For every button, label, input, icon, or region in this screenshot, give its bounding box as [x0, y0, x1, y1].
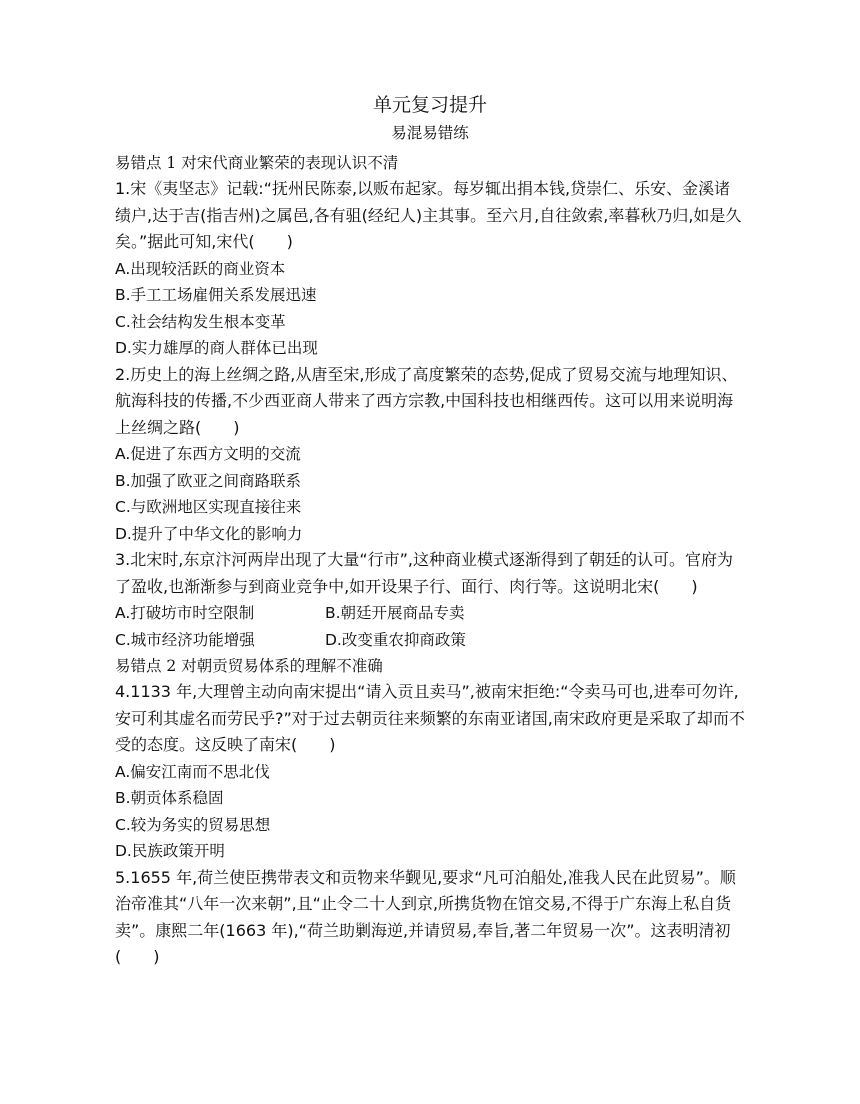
option-c: C.社会结构发生根本变革 — [115, 312, 286, 331]
option-d: D.提升了中华文化的影响力 — [115, 524, 303, 543]
option-b: B.朝廷开展商品专卖 — [325, 604, 465, 622]
option-d: D.民族政策开明 — [115, 842, 225, 860]
question-block — [115, 679, 745, 865]
option-d: D.实力雄厚的商人群体已出现 — [115, 339, 318, 357]
option-c: C.较为务实的贸易思想 — [115, 815, 271, 834]
section-heading: 易错点 2 对朝贡贸易体系的理解不准确 — [115, 657, 383, 675]
option-a: A.促进了东西方文明的交流 — [115, 445, 301, 463]
option-b: B.加强了欧亚之间商路联系 — [115, 471, 302, 490]
option-c: C.与欧洲地区实现直接往来 — [115, 498, 302, 516]
option-a: A.打破坊市时空限制 — [115, 604, 255, 622]
question-stem: 2.历史上的海上丝绸之路,从唐至宋,形成了高度繁荣的态势,促成了贸易交流与地理知识、航海科技的传播,不少西亚商人带来了西方宗教,中国科技也相继西传。这可以用来说明海上丝绸之路( ) — [115, 364, 738, 437]
page-subtitle: 易混易错练 — [391, 124, 469, 142]
question-stem: 1.宋《夷坚志》记载:“抚州民陈泰,以贩布起家。每岁辄出捐本钱,贷崇仁、乐安、金溪诸绩户,达于吉(指吉州)之属邑,各有驵(经纪人)主其事。至六月,自往敛索,率暮秋乃归,如是久矣。”据此可知,宋代( ) — [115, 179, 742, 251]
option-row — [115, 600, 745, 627]
page-title: 单元复习提升 — [372, 94, 487, 116]
option-a: A.出现较活跃的商业资本 — [115, 259, 286, 278]
section-heading: 易错点 1 对宋代商业繁荣的表现认识不清 — [115, 154, 399, 172]
option-d: D.改变重农抑商政策 — [325, 630, 466, 649]
option-b: B.手工工场雇佣关系发展迅速 — [115, 286, 317, 304]
question-stem: 3.北宋时,东京汴河两岸出现了大量“行市”,这种商业模式逐渐得到了朝廷的认可。官府为了盈收,也渐渐参与到商业竞争中,如开设果子行、面行、肉行等。这说明北宋( ) — [115, 550, 734, 596]
question-block — [115, 176, 745, 362]
option-c: C.城市经济功能增强 — [115, 630, 255, 649]
option-row — [115, 627, 745, 654]
question-block — [115, 865, 745, 971]
option-b: B.朝贡体系稳固 — [115, 789, 224, 807]
question-block — [115, 362, 745, 548]
question-stem: 4.1133 年,大理曾主动向南宋提出“请入贡且卖马”,被南宋拒绝:“令卖马可也,进奉可勿许,安可利其虚名而劳民乎?”对于过去朝贡往来频繁的东南亚诸国,南宋政府更是采取了却而不受的态度。这反映了南宋( ) — [115, 682, 745, 754]
option-a: A.偏安江南而不思北伐 — [115, 762, 270, 781]
question-stem: 5.1655 年,荷兰使臣携带表文和贡物来华觐见,要求“凡可泊船处,准我人民在此贸易”。顺治帝准其“八年一次来朝”,且“止令二十人到京,所携货物在馆交易,不得于广东海上私自货卖”。康熙二年(1663 年),“荷兰助剿海逆,并请贸易,奉旨,著二年贸易一次”。这表明清初( ) — [115, 867, 736, 966]
document-page — [115, 92, 745, 971]
question-block — [115, 547, 745, 653]
